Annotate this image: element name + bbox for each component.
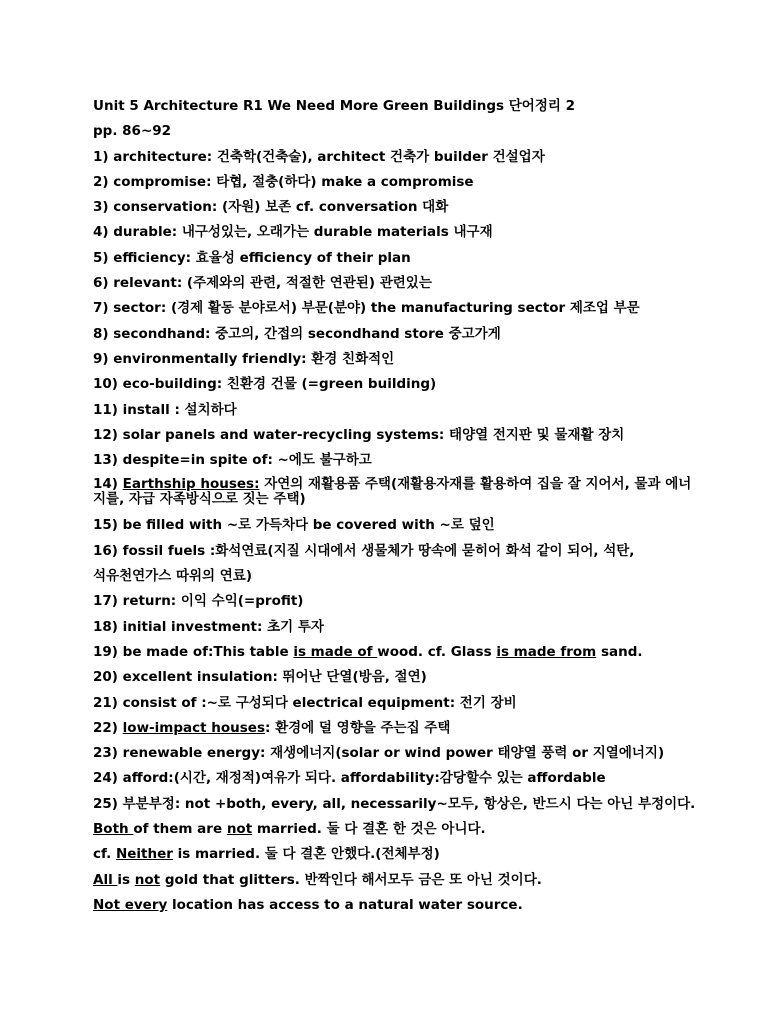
item-number: 14) xyxy=(93,476,123,493)
vocab-item-made-of xyxy=(93,644,693,669)
text-segment: location has access to a natural water source. xyxy=(167,896,523,913)
text-segment: wood. cf. Glass xyxy=(377,643,497,660)
vocab-item: 4) durable: 내구성있는, 오래가는 durable materials 내구재 xyxy=(93,224,493,241)
text-segment: is married. 둘 다 결혼 안했다.(전체부정) xyxy=(172,846,440,863)
underlined-term: Earthship houses: xyxy=(122,476,260,493)
example-sentence xyxy=(93,897,693,922)
vocab-item: 20) excellent insulation: 뛰어난 단열(방음, 절연) xyxy=(93,669,427,686)
vocab-item: 16) fossil fuels :화석연료(지질 시대에서 생물체가 땅속에 묻히어 화석 같이 되어, 석탄, xyxy=(93,542,635,559)
vocab-item-low-impact xyxy=(93,720,693,745)
vocab-item-continued: 석유천연가스 따위의 연료) xyxy=(93,568,253,585)
vocab-item: 2) compromise: 타협, 절충(하다) make a compromise xyxy=(93,173,474,190)
example-sentence xyxy=(93,872,693,897)
text-segment: of them are xyxy=(133,821,227,838)
text-segment: married. 둘 다 결혼 한 것은 아니다. xyxy=(252,821,486,838)
vocab-item-earthship xyxy=(79,477,693,517)
vocab-item: 13) despite=in spite of: ~에도 불구하고 xyxy=(93,452,372,469)
text-segment: cf. xyxy=(93,846,116,863)
document-page xyxy=(93,98,696,922)
vocab-item: 11) install : 설치하다 xyxy=(93,401,237,418)
vocab-item: 15) be filled with ~로 가득차다 be covered with ~로 덮인 xyxy=(93,517,495,534)
vocab-item: 18) initial investment: 초기 투자 xyxy=(93,618,324,635)
vocab-item: 9) environmentally friendly: 환경 친화적인 xyxy=(93,350,395,367)
vocab-item: 23) renewable energy: 재생에너지(solar or wind power 태양열 풍력 or 지열에너지) xyxy=(93,745,665,762)
text-segment: sand. xyxy=(596,643,643,660)
underlined-word: Not every xyxy=(93,896,168,913)
text-segment: gold that glitters. 반짝인다 해서모두 금은 또 아닌 것이다. xyxy=(160,871,542,888)
vocab-item: 8) secondhand: 중고의, 간접의 secondhand store 중고가게 xyxy=(93,325,501,342)
item-definition: 자연의 재활용품 주택(재활용자재를 활용하여 집을 잘 지어서, 물과 에너 지를, 자급 자족방식으로 짓는 주택) xyxy=(93,476,692,508)
vocab-item: 6) relevant: (주제와의 관련, 적절한 연관된) 관련있는 xyxy=(93,275,432,292)
underlined-phrase: is made from xyxy=(496,643,597,660)
vocab-item: 5) efficiency: 효율성 efficiency of their plan xyxy=(93,249,411,266)
vocab-item: 17) return: 이익 수익(=profit) xyxy=(93,593,304,610)
underlined-term: low-impact houses xyxy=(122,719,265,736)
text-segment: 19) be made of:This table xyxy=(93,643,294,660)
vocab-item: 21) consist of :~로 구성되다 electrical equipment: 전기 장비 xyxy=(93,694,517,711)
vocab-item: 7) sector: (경제 활동 분야로서) 부문(분야) the manufacturing sector 제조업 부문 xyxy=(93,300,640,317)
item-number: 22) xyxy=(93,719,123,736)
example-sentence xyxy=(93,846,693,871)
vocab-item: 25) 부분부정: not +both, every, all, necessarily~모두, 항상은, 반드시 다는 아닌 부정이다. xyxy=(93,795,696,812)
vocab-item: 1) architecture: 건축학(건축술), architect 건축가 builder 건설업자 xyxy=(93,148,545,165)
vocab-item: 3) conservation: (자원) 보존 cf. conversation 대화 xyxy=(93,199,449,216)
document-title: Unit 5 Architecture R1 We Need More Green Buildings 단어정리 2 xyxy=(93,98,576,114)
underlined-word: Neither xyxy=(115,846,173,863)
text-segment: is xyxy=(117,871,135,888)
vocab-item: 24) afford:(시간, 재정적)여유가 되다. affordability:감당할수 있는 affordable xyxy=(93,770,606,787)
item-definition: : 환경에 덜 영향을 주는집 주택 xyxy=(265,719,451,736)
underlined-word: All xyxy=(93,871,118,888)
underlined-word: not xyxy=(134,871,161,888)
underlined-phrase: is made of xyxy=(293,643,378,660)
underlined-word: not xyxy=(226,821,253,838)
page-range: pp. 86~92 xyxy=(93,123,172,140)
example-sentence xyxy=(93,821,693,846)
vocab-item: 12) solar panels and water-recycling systems: 태양열 전지판 및 물재활 장치 xyxy=(93,426,625,443)
vocab-item: 10) eco-building: 친환경 건물 (=green building) xyxy=(93,376,437,393)
underlined-word: Both xyxy=(93,821,134,838)
